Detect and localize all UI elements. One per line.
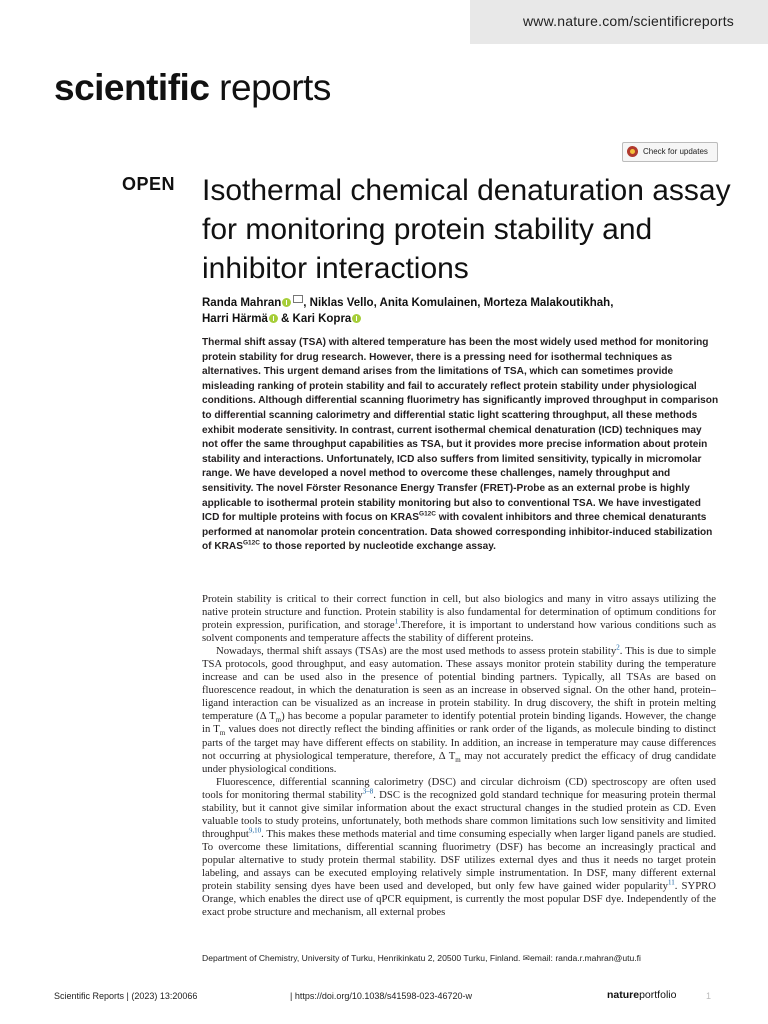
text: . DSC is the recognized gold standard technique for measuring protein thermal stability, but it cannot give similar information about the exact structural changes in the studied protein as CD. Even valuable tools to study proteins, unfortunately, both methods share common limitations such low sensitivity and limited throughput xyxy=(202,788,717,840)
text: values does not directly reflect the binding affinities or rank order of the ligands, as molecule binding to distinct parts of the target may have different effects on stability. In addition, an increase in temperature may cause differences not occurring at physiological temperature, therefore, Δ T xyxy=(202,723,716,762)
text: Protein stability is critical to their correct function in cell, but also biologics and many in vitro assays utilizing the native protein structure and function. Protein stability is also fundamental for determination of optimum conditions for protein expression, purification, and storage xyxy=(202,593,716,632)
check-for-updates-label: Check for updates xyxy=(643,147,708,156)
author-name[interactable]: & Kari Kopra xyxy=(277,312,352,325)
text: . SYPRO Orange, which enables the direct use of qPCR equipment, is currently the most popular DSF dye. Independently of the exact probe structure and mechanism, all external probes xyxy=(202,880,716,919)
subscript: m xyxy=(219,729,226,738)
citation-link[interactable]: 11 xyxy=(667,878,675,887)
mutation-superscript: G12C xyxy=(419,510,436,518)
author-name[interactable]: Harri Härmä xyxy=(202,312,268,325)
text: may not accurately predict the efficacy of drug candidate under physiological conditions. xyxy=(202,749,716,775)
page-number: 1 xyxy=(706,991,712,1001)
citation-link[interactable]: 1 xyxy=(394,617,399,626)
text: Nowadays, thermal shift assays (TSAs) are the most used methods to assess protein stability xyxy=(216,645,617,658)
author-names: , Niklas Vello, Anita Komulainen, Morteza Malakoutikhah, xyxy=(303,297,614,309)
subscript: m xyxy=(275,716,282,725)
footer-doi-link[interactable]: | https://doi.org/10.1038/s41598-023-46720-w xyxy=(290,991,472,1001)
open-access-label: OPEN xyxy=(122,174,176,194)
orcid-icon[interactable] xyxy=(352,314,361,323)
paragraph xyxy=(202,593,716,645)
subscript: m xyxy=(455,755,461,764)
citation-link[interactable]: 9,10 xyxy=(248,826,262,835)
orcid-icon[interactable] xyxy=(282,298,291,307)
author-name[interactable]: Randa Mahran xyxy=(202,297,282,309)
logo-light: portfolio xyxy=(639,989,677,1001)
paragraph xyxy=(202,776,716,920)
journal-name-bold: scientific xyxy=(54,67,210,108)
body-text xyxy=(202,593,716,919)
logo-bold: nature xyxy=(607,989,640,1001)
abstract-text: with covalent inhibitors and three chemical denaturants performed at nanomolar protein concentration. Data showed corresponding inhibitor-induced stabilization of KRAS xyxy=(202,512,713,553)
nature-portfolio-logo xyxy=(607,989,676,1001)
journal-name-light: reports xyxy=(209,67,331,108)
text: . This is due to simple TSA protocols, good throughput, and easy automation. These assays monitor protein stability during the temperature increase and can be used also in the presence of potential binding partners. Typically, all TSAs are based on fluorescence readout, in which the denaturation is seen as an increase in observed signal. On the other hand, protein–ligand interaction can be visualized as an increase in protein stability. In drug discovery, the shift in protein melting temperature (Δ T xyxy=(202,645,716,723)
email-icon[interactable] xyxy=(293,295,303,303)
text: .Therefore, it is important to understand how various conditions such as solvent components and temperature affects the stability of different proteins. xyxy=(202,619,716,645)
text: . This makes these methods material and time consuming especially when larger ligand panels are studied. To overcome these limitations, differential scanning fluorimetry (DSF) has become an increasingly practical and popular alternative to study protein thermal stability. DSF utilizes external dyes and thus it needs no target protein labeling, and assays can be executed employing relatively simple instrumentation. In DSF, many different external protein stability sensing dyes have been used and developed, but only few have gained wider popularity xyxy=(202,827,716,893)
citation-link[interactable]: 3–8 xyxy=(362,787,374,796)
abstract xyxy=(202,336,719,555)
affiliation-note: Department of Chemistry, University of Turku, Henrikinkatu 2, 20500 Turku, Finland. ✉email: randa.r.mahran@utu.fi xyxy=(202,953,641,963)
article-title: Isothermal chemical denaturation assay for monitoring protein stability and inhibitor interactions xyxy=(202,174,731,285)
citation-link[interactable]: 2 xyxy=(616,643,620,652)
paragraph xyxy=(202,645,716,775)
author-list xyxy=(202,295,722,327)
abstract-text: Thermal shift assay (TSA) with altered temperature has been the most widely used method for monitoring protein stability for drug research. However, there is a pressing need for isothermal techniques as alternatives. This urgent demand arises from the limitations of TSA, which can sometimes provide misleading ranking of protein stability and fail to accurately reflect protein stability under physiological conditions. Although differential scanning fluorimetry has significantly improved throughput in comparison to differential scanning calorimetry and differential static light scattering throughput, all these methods exhibit moderate sensitivity. In contrast, current isothermal chemical denaturation (ICD) techniques may not offer the same throughput capabilities as TSA, but it provides more precise information about protein stability and interactions. Unfortunately, ICD also suffers from limited sensitivity, typically in micromolar range. We have developed a novel method to overcome these challenges, namely throughput and sensitivity. The novel Förster Resonance Energy Transfer (FRET)-Probe as an external probe is highly applicable to isothermal protein stability monitoring but also to conventional TSA. We have investigated ICD for multiple proteins with focus on KRAS xyxy=(202,337,719,524)
journal-name xyxy=(54,68,331,108)
text: ) has become a popular parameter to identify potential protein binding ligands. However, the change in T xyxy=(202,710,716,736)
journal-url[interactable]: www.nature.com/scientificreports xyxy=(522,13,734,29)
mutation-superscript: G12C xyxy=(242,539,260,547)
abstract-text: to those reported by nucleotide exchange assay. xyxy=(259,541,496,553)
crossmark-icon xyxy=(627,146,638,157)
text: Fluorescence, differential scanning calorimetry (DSC) and circular dichroism (CD) spectroscopy are often used tools for monitoring thermal stability xyxy=(202,775,716,801)
check-for-updates-button[interactable] xyxy=(622,142,718,162)
top-bar xyxy=(0,0,768,44)
footer-journal-ref: Scientific Reports | (2023) 13:20066 xyxy=(54,991,198,1001)
orcid-icon[interactable] xyxy=(269,314,278,323)
